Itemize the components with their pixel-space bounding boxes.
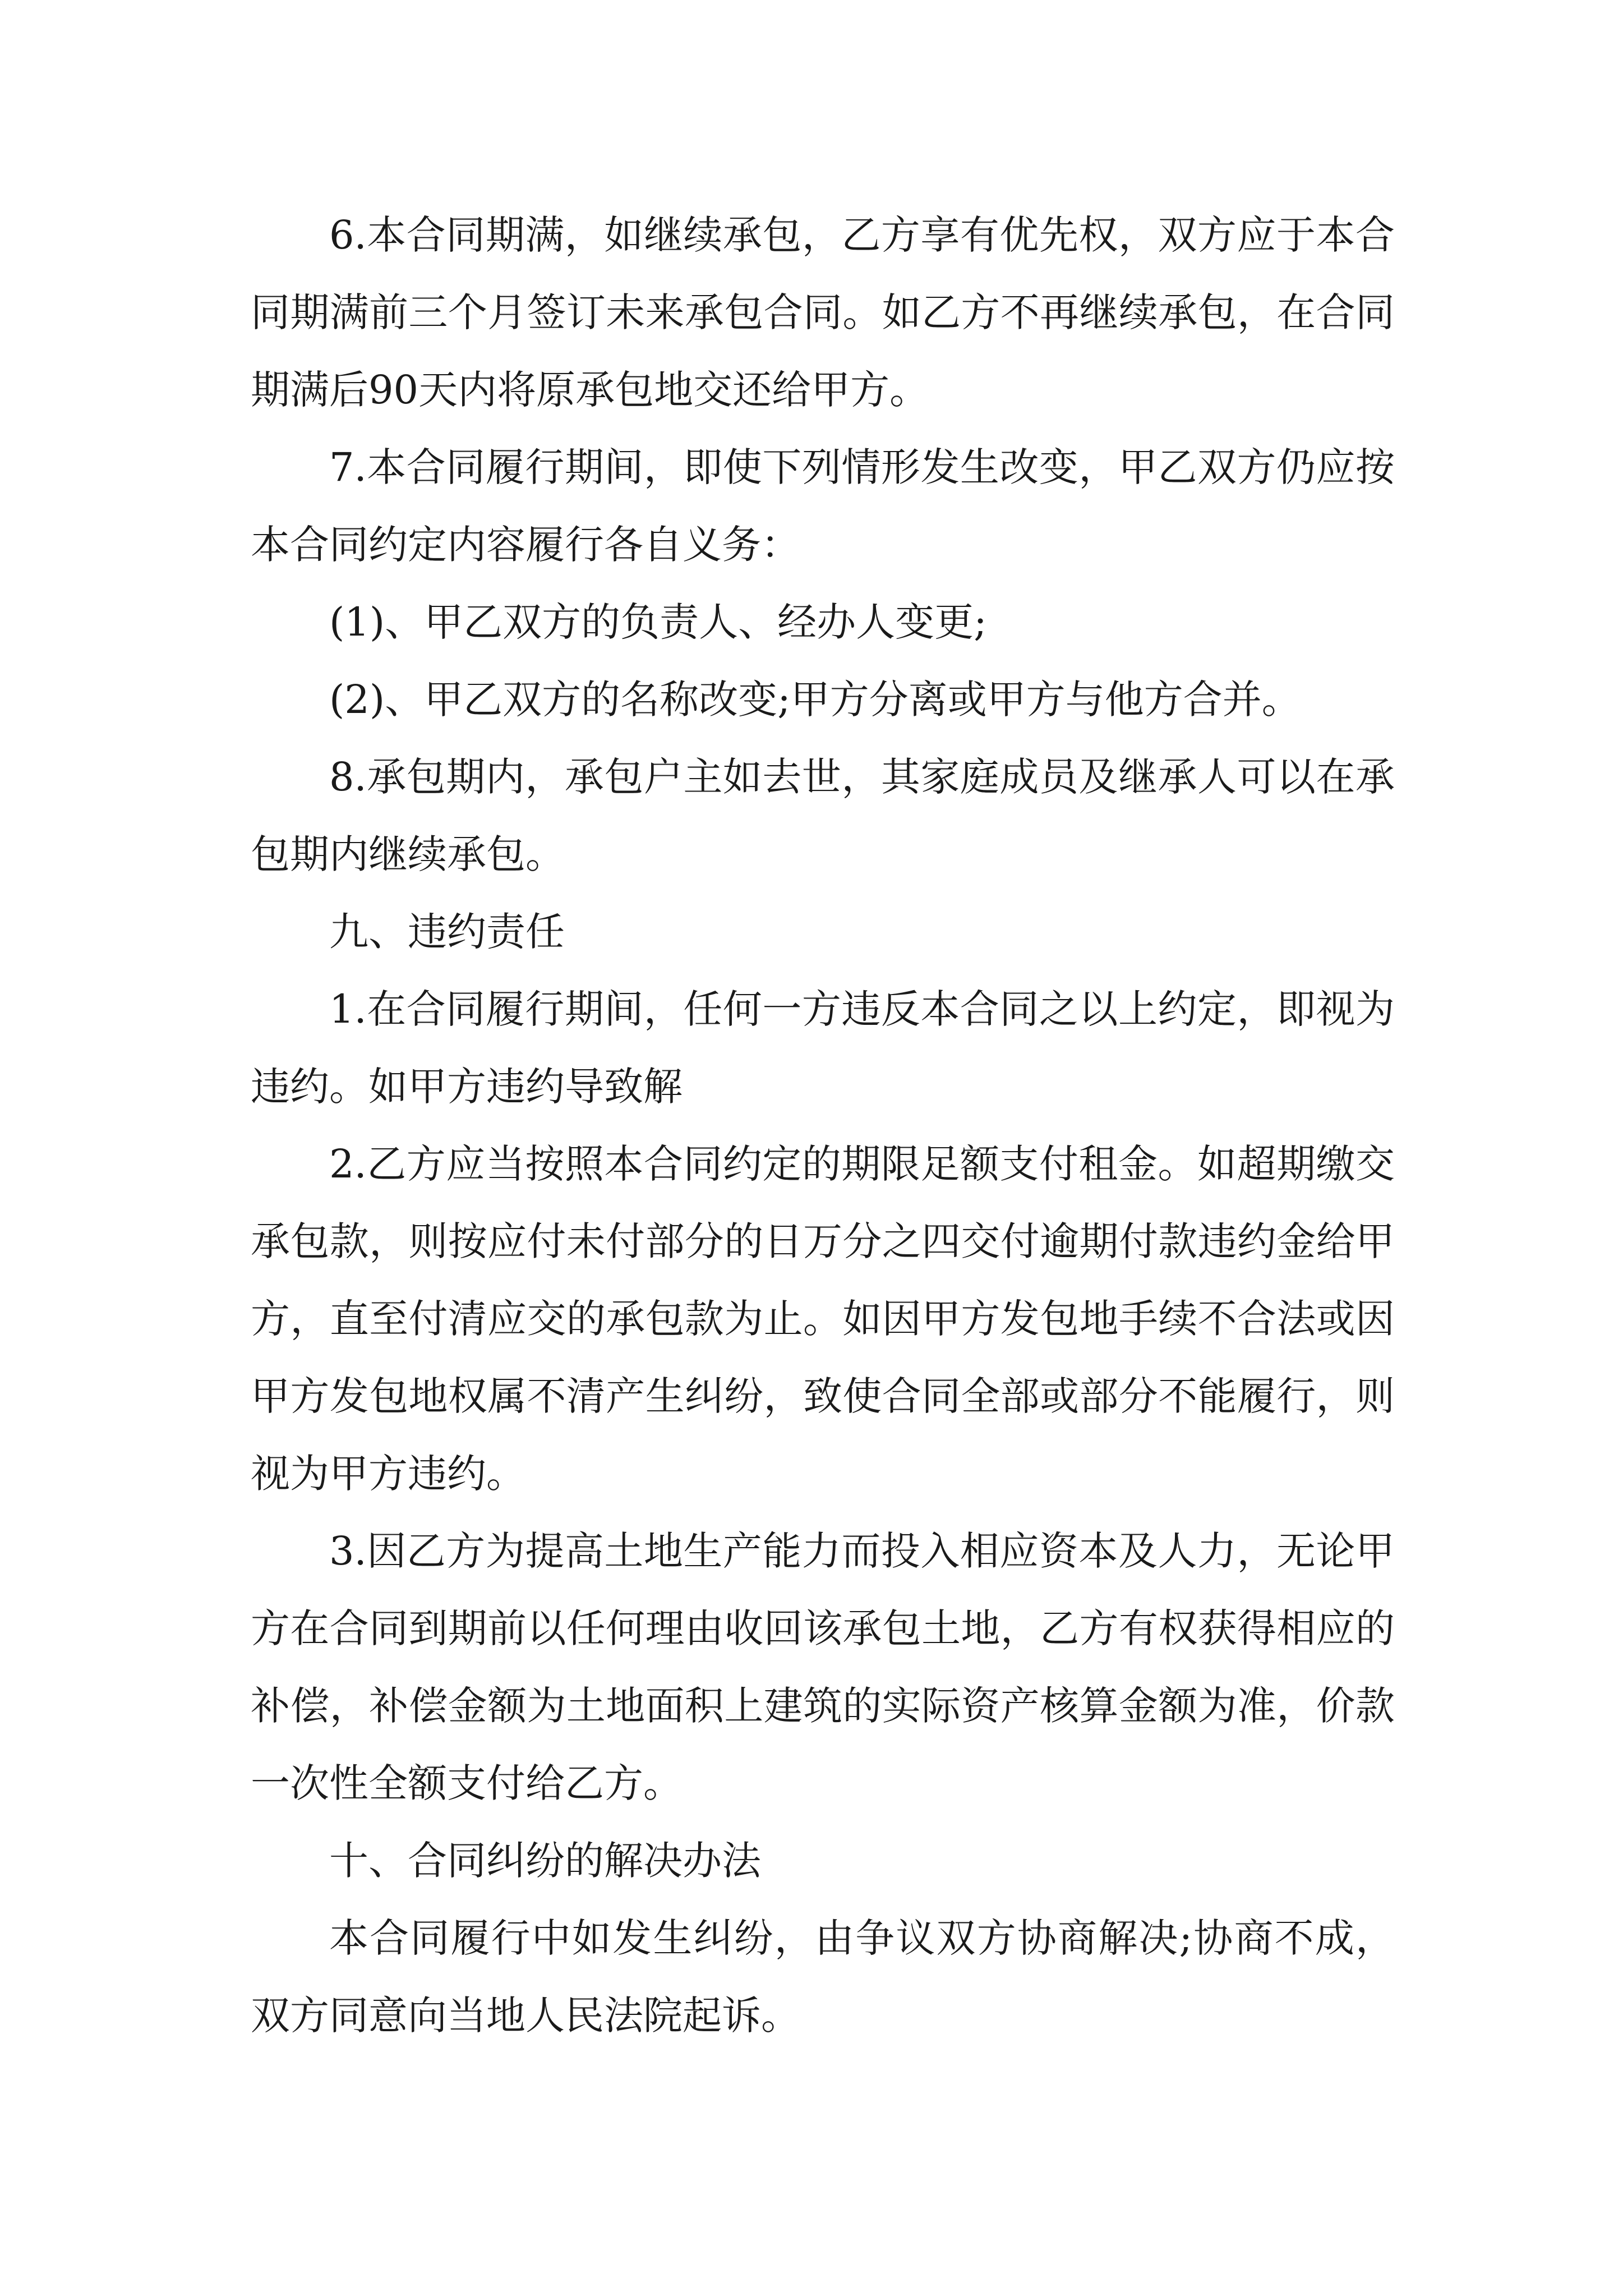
section-heading-breach-liability: 九、违约责任 xyxy=(329,909,565,955)
section-heading-dispute-resolution: 十、合同纠纷的解决办法 xyxy=(329,1838,761,1884)
paragraph-succession: 8.承包期内，承包户主如去世，其家庭成员及继承人可以在承包期内继续承包。 xyxy=(251,754,1395,877)
paragraph-obligations-despite-changes: 7.本合同履行期间，即使下列情形发生改变，甲乙双方仍应按本合同约定内容履行各自义务： xyxy=(251,444,1395,568)
paragraph-late-payment: 2.乙方应当按照本合同约定的期限足额支付租金。如超期缴交承包款，则按应付未付部分的日万分之四交付逾期付款违约金给甲方，直至付清应交的承包款为止。如因甲方发包地手续不合法或因甲方发包地权属不清产生纠纷，致使合同全部或部分不能履行，则视为甲方违约。 xyxy=(251,1141,1395,1497)
paragraph-change-item-1: (1)、甲乙双方的负责人、经办人变更; xyxy=(329,599,987,645)
paragraph-change-item-2: (2)、甲乙双方的名称改变;甲方分离或甲方与他方合并。 xyxy=(329,677,1301,723)
paragraph-compensation: 3.因乙方为提高土地生产能力而投入相应资本及人力，无论甲方在合同到期前以任何理由收回该承包土地，乙方有权获得相应的补偿，补偿金额为土地面积上建筑的实际资产核算金额为准，价款一次性全额支付给乙方。 xyxy=(251,1528,1395,1806)
paragraph-breach-definition: 1.在合同履行期间，任何一方违反本合同之以上约定，即视为违约。如甲方违约导致解 xyxy=(251,986,1395,1110)
paragraph-dispute-resolution: 本合同履行中如发生纠纷，由争议双方协商解决;协商不成，双方同意向当地人民法院起诉。 xyxy=(251,1915,1395,2039)
contract-body xyxy=(251,196,1395,2054)
paragraph-renewal-priority: 6.本合同期满，如继续承包，乙方享有优先权，双方应于本合同期满前三个月签订未来承包合同。如乙方不再继续承包，在合同期满后90天内将原承包地交还给甲方。 xyxy=(251,212,1395,413)
